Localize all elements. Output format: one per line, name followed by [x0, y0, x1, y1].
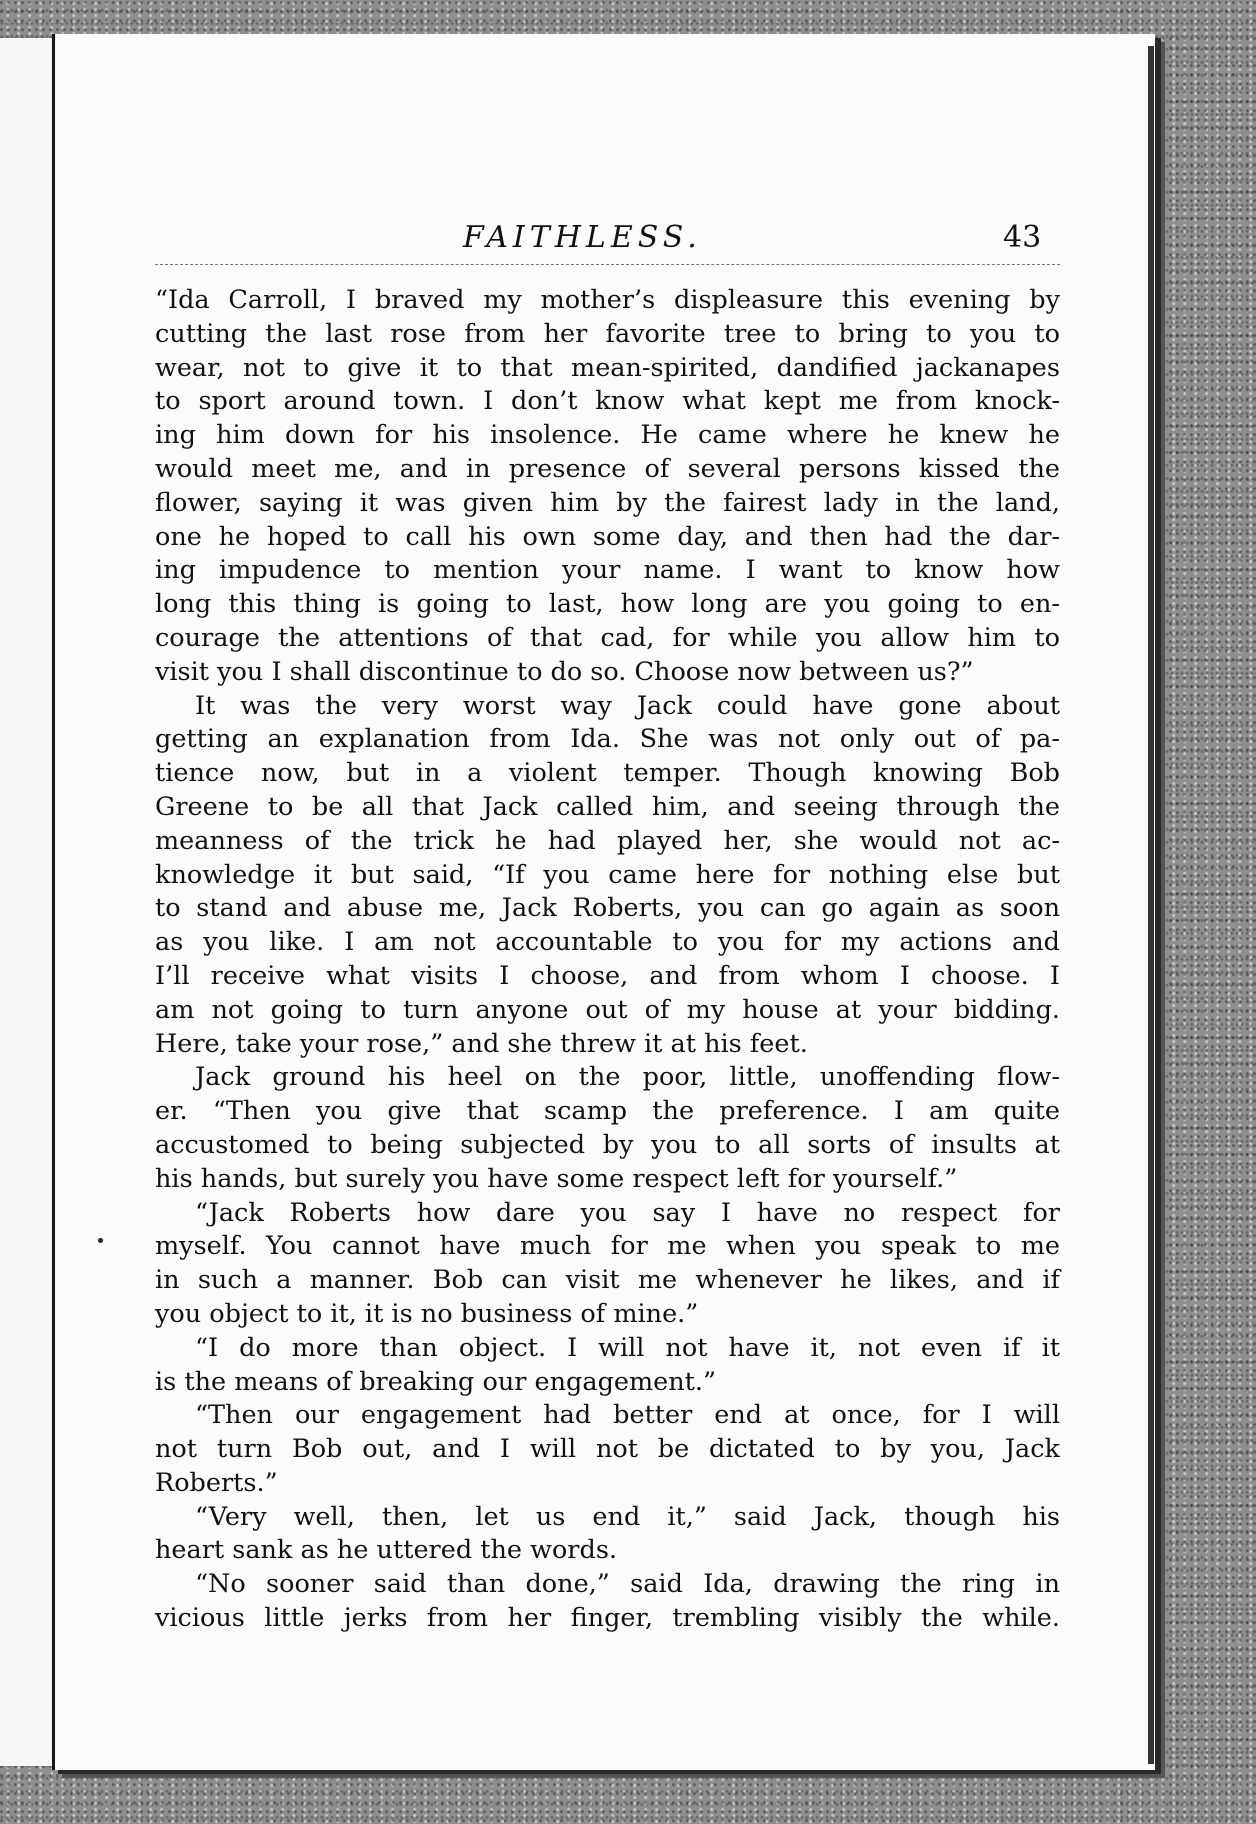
running-header [55, 220, 1155, 270]
text-line: ing him down for his insolence. He came where he knew he [155, 420, 1060, 451]
running-title: FAITHLESS. [463, 220, 702, 255]
text-line: Roberts.” [155, 1467, 278, 1498]
text-line: am not going to turn anyone out of my house at your bidding. [155, 994, 1060, 1025]
text-line: to sport around town. I don’t know what kept me from knock- [155, 386, 1060, 417]
header-rule [155, 264, 1060, 265]
text-line: meanness of the trick he had played her, she would not ac- [155, 825, 1060, 856]
text-line: accustomed to being subjected by you to all sorts of insults at [155, 1129, 1060, 1160]
text-line: vicious little jerks from her finger, trembling visibly the while. [155, 1603, 1060, 1634]
text-line: “No sooner said than done,” said Ida, drawing the ring in [195, 1569, 1060, 1600]
text-line: flower, saying it was given him by the fairest lady in the land, [155, 487, 1060, 518]
text-line: heart sank as he uttered the words. [155, 1535, 618, 1566]
text-line: not turn Bob out, and I will not be dictated to by you, Jack [155, 1434, 1060, 1465]
text-line: tience now, but in a violent temper. Though knowing Bob [155, 758, 1060, 789]
text-line: his hands, but surely you have some respect left for yourself.” [155, 1163, 958, 1194]
text-line: It was the very worst way Jack could have gone about [195, 690, 1060, 721]
book-page [52, 34, 1155, 1770]
text-line: to stand and abuse me, Jack Roberts, you can go again as soon [155, 893, 1060, 924]
text-line: in such a manner. Bob can visit me whenever he likes, and if [155, 1265, 1060, 1296]
text-line: getting an explanation from Ida. She was not only out of pa- [155, 724, 1060, 755]
text-line: long this thing is going to last, how long are you going to en- [155, 589, 1060, 620]
text-line: “Ida Carroll, I braved my mother’s displeasure this evening by [155, 285, 1060, 315]
text-line: wear, not to give it to that mean-spirited, dandified jackanapes [155, 352, 1060, 383]
text-line: “Very well, then, let us end it,” said Jack, though his [195, 1501, 1060, 1532]
text-line: knowledge it but said, “If you came here for nothing else but [155, 859, 1060, 890]
page-edge-shadow [1148, 46, 1154, 1764]
text-line: is the means of breaking our engagement.” [155, 1366, 717, 1397]
text-line: myself. You cannot have much for me when you speak to me [155, 1231, 1060, 1262]
page-number: 43 [1003, 220, 1042, 255]
text-line: “Jack Roberts how dare you say I have no respect for [195, 1197, 1060, 1228]
text-line: would meet me, and in presence of several persons kissed the [155, 453, 1060, 484]
stray-mark [98, 1238, 103, 1243]
text-line: “Then our engagement had better end at once, for I will [195, 1400, 1060, 1431]
text-line: “I do more than object. I will not have it, not even if it [195, 1332, 1060, 1363]
text-line: ing impudence to mention your name. I want to know how [155, 555, 1060, 586]
text-line: er. “Then you give that scamp the preference. I am quite [155, 1096, 1060, 1127]
text-line: Here, take your rose,” and she threw it at his feet. [155, 1028, 808, 1059]
text-line: you object to it, it is no business of mine.” [155, 1298, 699, 1329]
text-line: Greene to be all that Jack called him, and seeing through the [155, 791, 1060, 822]
body-text [155, 284, 1060, 1636]
text-line: as you like. I am not accountable to you for my actions and [155, 927, 1060, 958]
text-line: Jack ground his heel on the poor, little, unoffending flow- [195, 1062, 1060, 1093]
text-line: I’ll receive what visits I choose, and from whom I choose. I [155, 960, 1060, 991]
text-line: visit you I shall discontinue to do so. Choose now between us?” [155, 656, 974, 687]
text-line: one he hoped to call his own some day, and then had the dar- [155, 521, 1060, 552]
text-line: courage the attentions of that cad, for while you allow him to [155, 622, 1060, 653]
text-line: cutting the last rose from her favorite tree to bring to you to [155, 318, 1060, 349]
